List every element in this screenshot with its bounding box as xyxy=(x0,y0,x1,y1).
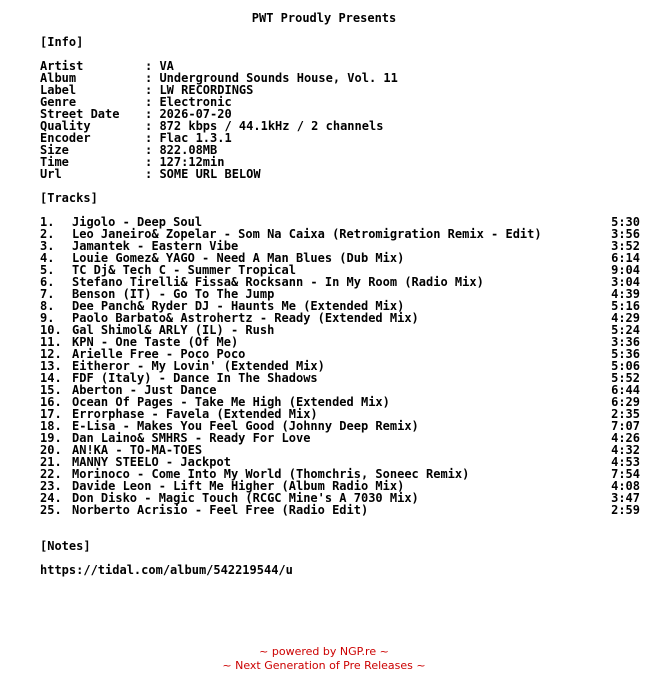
info-value-text: 2026-07-20 xyxy=(159,107,232,121)
track-title: Norberto Acrisio - Feel Free (Radio Edit) xyxy=(72,503,369,517)
info-separator: : xyxy=(145,131,160,145)
track-duration: 4:29 xyxy=(611,311,640,325)
info-value-text: 127:12min xyxy=(159,155,225,169)
track-duration: 5:36 xyxy=(611,347,640,361)
track-title: Arielle Free - Poco Poco xyxy=(72,347,246,361)
info-key: Quality xyxy=(40,119,91,133)
footer-tagline: ~ Next Generation of Pre Releases ~ xyxy=(222,659,426,672)
track-number: 22. xyxy=(40,467,62,481)
track-duration: 6:44 xyxy=(611,383,640,397)
track-number: 20. xyxy=(40,443,62,457)
track-number: 3. xyxy=(40,239,55,253)
track-duration: 4:53 xyxy=(611,455,640,469)
track-title: Errorphase - Favela (Extended Mix) xyxy=(72,407,318,421)
info-key: Genre xyxy=(40,95,77,109)
track-number: 13. xyxy=(40,359,62,373)
track-number: 18. xyxy=(40,419,62,433)
notes-url-link[interactable]: https://tidal.com/album/542219544/u xyxy=(40,563,293,577)
info-separator: : xyxy=(145,119,160,133)
track-duration: 4:08 xyxy=(611,479,640,493)
info-key: Album xyxy=(40,71,77,85)
info-heading: [Info] xyxy=(40,35,84,49)
info-value xyxy=(145,168,261,180)
track-duration: 3:36 xyxy=(611,335,640,349)
track-number: 8. xyxy=(40,299,55,313)
track-duration: 9:04 xyxy=(611,263,640,277)
track-number: 21. xyxy=(40,455,62,469)
track-title: Eitheror - My Lovin' (Extended Mix) xyxy=(72,359,325,373)
track-number: 10. xyxy=(40,323,62,337)
track-number: 16. xyxy=(40,395,62,409)
info-separator: : xyxy=(145,95,160,109)
track-title: KPN - One Taste (Of Me) xyxy=(72,335,239,349)
track-duration: 4:39 xyxy=(611,287,640,301)
track-number: 25. xyxy=(40,503,62,517)
track-number: 6. xyxy=(40,275,55,289)
track-title: AN!KA - TO-MA-TOES xyxy=(72,443,203,457)
track-title: E-Lisa - Makes You Feel Good (Johnny Deep Remix) xyxy=(72,419,419,433)
track-number: 19. xyxy=(40,431,62,445)
track-title: Gal Shimol& ARLY (IL) - Rush xyxy=(72,323,275,337)
track-duration: 5:24 xyxy=(611,323,640,337)
track-number: 15. xyxy=(40,383,62,397)
info-separator: : xyxy=(145,167,160,181)
info-key: Artist xyxy=(40,59,84,73)
tracks-heading: [Tracks] xyxy=(40,191,98,205)
info-separator: : xyxy=(145,107,160,121)
track-title: TC Dj& Tech C - Summer Tropical xyxy=(72,263,296,277)
track-number: 11. xyxy=(40,335,62,349)
info-key: Street Date xyxy=(40,107,120,121)
info-separator: : xyxy=(145,83,160,97)
track-number: 23. xyxy=(40,479,62,493)
info-value-text: Electronic xyxy=(159,95,232,109)
track-number: 9. xyxy=(40,311,55,325)
track-duration: 5:06 xyxy=(611,359,640,373)
track-title: Benson (IT) - Go To The Jump xyxy=(72,287,275,301)
info-value-text: Flac 1.3.1 xyxy=(159,131,232,145)
page-title: PWT Proudly Presents xyxy=(251,11,397,25)
track-title: Ocean Of Pages - Take Me High (Extended Mix) xyxy=(72,395,390,409)
track-duration: 4:26 xyxy=(611,431,640,445)
track-duration: 7:54 xyxy=(611,467,640,481)
info-key: Size xyxy=(40,143,69,157)
info-separator: : xyxy=(145,59,160,73)
track-title: FDF (Italy) - Dance In The Shadows xyxy=(72,371,318,385)
track-number: 7. xyxy=(40,287,55,301)
track-title: Louie Gomez& YAGO - Need A Man Blues (Dub Mix) xyxy=(72,251,405,265)
track-title: Morinoco - Come Into My World (Thomchris, Soneec Remix) xyxy=(72,467,470,481)
track-title: Stefano Tirelli& Fissa& Rocksann - In My Room (Radio Mix) xyxy=(72,275,484,289)
track-number: 12. xyxy=(40,347,62,361)
track-number: 14. xyxy=(40,371,62,385)
track-duration: 4:32 xyxy=(611,443,640,457)
track-duration: 2:59 xyxy=(611,503,640,517)
info-key: Encoder xyxy=(40,131,91,145)
track-title: Aberton - Just Dance xyxy=(72,383,217,397)
track-number: 2. xyxy=(40,227,55,241)
info-value-text: LW RECORDINGS xyxy=(159,83,254,97)
track-duration: 3:56 xyxy=(611,227,640,241)
track-title: Dee Panch& Ryder DJ - Haunts Me (Extended Mix) xyxy=(72,299,405,313)
track-duration: 6:29 xyxy=(611,395,640,409)
track-title: Paolo Barbato& Astrohertz - Ready (Extended Mix) xyxy=(72,311,419,325)
info-value-text: SOME URL BELOW xyxy=(159,167,261,181)
track-number: 5. xyxy=(40,263,55,277)
info-key: Url xyxy=(40,167,62,181)
track-duration: 5:52 xyxy=(611,371,640,385)
track-title: Jigolo - Deep Soul xyxy=(72,215,203,229)
track-title: Jamantek - Eastern Vibe xyxy=(72,239,239,253)
info-value-text: 822.08MB xyxy=(159,143,218,157)
info-separator: : xyxy=(145,155,160,169)
track-duration: 7:07 xyxy=(611,419,640,433)
info-separator: : xyxy=(145,71,160,85)
info-key: Time xyxy=(40,155,69,169)
track-title: MANNY STEELO - Jackpot xyxy=(72,455,231,469)
track-number: 1. xyxy=(40,215,55,229)
track-title: Leo Janeiro& Zopelar - Som Na Caixa (Retromigration Remix - Edit) xyxy=(72,227,542,241)
info-separator: : xyxy=(145,143,160,157)
track-title: Don Disko - Magic Touch (RCGC Mine's A 7030 Mix) xyxy=(72,491,419,505)
track-duration: 3:47 xyxy=(611,491,640,505)
track-duration: 5:30 xyxy=(611,215,640,229)
info-value-text: 872 kbps / 44.1kHz / 2 channels xyxy=(159,119,384,133)
notes-heading: [Notes] xyxy=(40,539,91,553)
track-number: 17. xyxy=(40,407,62,421)
track-number: 4. xyxy=(40,251,55,265)
track-duration: 6:14 xyxy=(611,251,640,265)
track-duration: 2:35 xyxy=(611,407,640,421)
track-title: Dan Laino& SMHRS - Ready For Love xyxy=(72,431,311,445)
info-value-text: VA xyxy=(159,59,174,73)
track-title: Davide Leon - Lift Me Higher (Album Radio Mix) xyxy=(72,479,405,493)
info-value-text: Underground Sounds House, Vol. 11 xyxy=(159,71,398,85)
track-number: 24. xyxy=(40,491,62,505)
track-duration: 3:04 xyxy=(611,275,640,289)
track-duration: 5:16 xyxy=(611,299,640,313)
track-duration: 3:52 xyxy=(611,239,640,253)
info-key: Label xyxy=(40,83,77,97)
footer-powered-by: ~ powered by NGP.re ~ xyxy=(259,645,389,658)
